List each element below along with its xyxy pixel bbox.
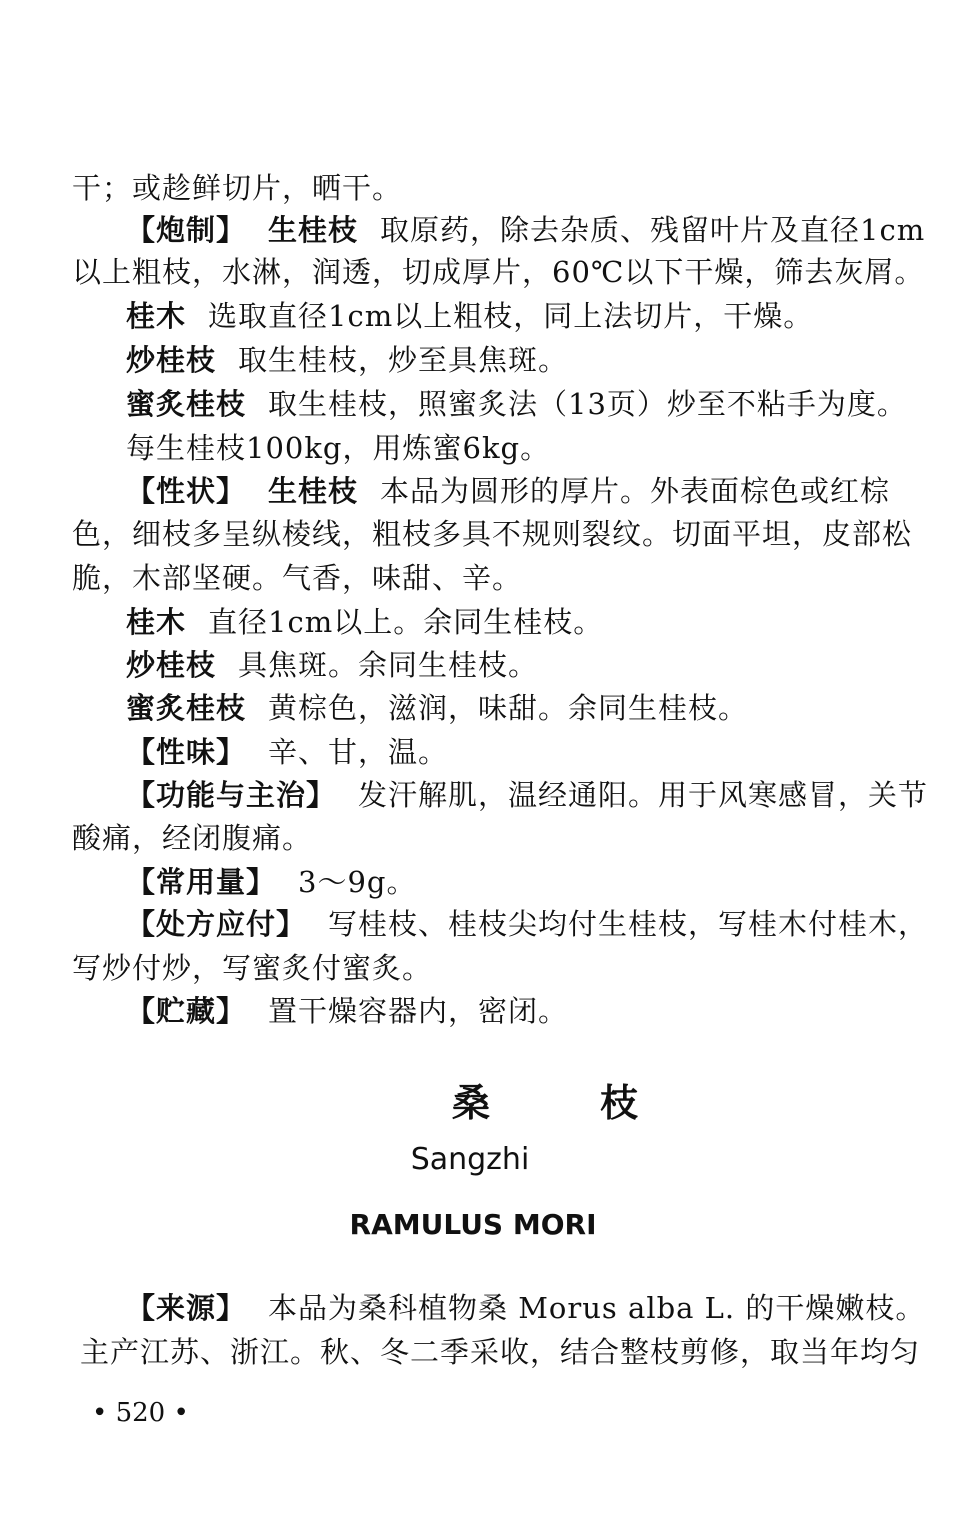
entry-pinyin: Sangzhi [410, 1142, 530, 1177]
term: 蜜炙桂枝 [126, 387, 247, 421]
text-line [126, 690, 748, 726]
line-text: 干；或趁鲜切片，晒干。 [72, 171, 403, 205]
text-line [126, 993, 568, 1029]
line-text: 以上粗枝，水淋，润透，切成厚片，60℃以下干燥，筛去灰屑。 [72, 255, 925, 289]
term: 桂木 [126, 299, 187, 333]
text-line [126, 430, 550, 466]
section-label: 【贮藏】 [126, 994, 247, 1028]
line-text: 辛、甘，温。 [268, 735, 449, 769]
text-line [126, 342, 568, 378]
section-label: 【处方应付】 [126, 907, 307, 941]
line-text: 选取直径1cm以上粗枝，同上法切片，干燥。 [208, 299, 814, 333]
section-label: 【性状】 [126, 474, 247, 508]
term: 桂木 [126, 605, 187, 639]
text-line [80, 1334, 920, 1370]
line-text: 发汗解肌，温经通阳。用于风寒感冒，关节 [358, 778, 929, 812]
entry-title: 桑枝 [451, 1081, 748, 1125]
text-line [72, 820, 312, 856]
term: 生桂枝 [268, 213, 359, 247]
section-label: 【炮制】 [126, 213, 247, 247]
section-label: 【来源】 [126, 1291, 247, 1325]
text-line [72, 170, 402, 206]
text-line [126, 734, 448, 770]
text-line [126, 864, 416, 900]
term: 生桂枝 [268, 474, 359, 508]
text-line [126, 906, 928, 942]
line-text: 每生桂枝100kg，用炼蜜6kg。 [126, 431, 551, 465]
line-text: 具焦斑。余同生桂枝。 [238, 648, 539, 682]
text-line [126, 212, 925, 248]
line-text: 主产江苏、浙江。秋、冬二季采收，结合整枝剪修，取当年均匀 [80, 1335, 921, 1369]
line-text: 酸痛，经闭腹痛。 [72, 821, 313, 855]
page-number: • 520 • [92, 1398, 189, 1428]
text-line [72, 560, 522, 596]
line-text: 写炒付炒，写蜜炙付蜜炙。 [72, 951, 433, 985]
section-label: 【性味】 [126, 735, 247, 769]
text-line [72, 950, 432, 986]
text-line [126, 298, 813, 334]
section-label: 【功能与主治】 [126, 778, 337, 812]
line-text: 脆，木部坚硬。气香，味甜、辛。 [72, 561, 523, 595]
line-text: 取原药，除去杂质、残留叶片及直径1cm [380, 213, 926, 247]
text-line [126, 1290, 925, 1326]
section-label: 【常用量】 [126, 865, 277, 899]
text-line [126, 473, 890, 509]
line-text: 取生桂枝，照蜜炙法（13页）炒至不粘手为度。 [268, 387, 907, 421]
entry-latin-name: RAMULUS MORI [349, 1208, 597, 1241]
text-line [126, 777, 928, 813]
line-text: 色，细枝多呈纵棱线，粗枝多具不规则裂纹。切面平坦，皮部松 [72, 517, 913, 551]
term: 蜜炙桂枝 [126, 691, 247, 725]
line-text: 置干燥容器内，密闭。 [268, 994, 569, 1028]
text-line [126, 647, 538, 683]
line-text: 本品为桑科植物桑 Morus alba L. 的干燥嫩枝。 [268, 1291, 926, 1325]
text-line [72, 254, 924, 290]
text-line [126, 604, 603, 640]
line-text: 直径1cm以上。余同生桂枝。 [208, 605, 604, 639]
line-text: 3～9g。 [298, 865, 417, 899]
term: 炒桂枝 [126, 343, 217, 377]
text-line [72, 516, 912, 552]
line-text: 写桂枝、桂枝尖均付生桂枝，写桂木付桂木， [328, 907, 929, 941]
term: 炒桂枝 [126, 648, 217, 682]
line-text: 黄棕色，滋润，味甜。余同生桂枝。 [268, 691, 749, 725]
text-line [126, 386, 907, 422]
line-text: 取生桂枝，炒至具焦斑。 [238, 343, 569, 377]
line-text: 本品为圆形的厚片。外表面棕色或红棕 [380, 474, 891, 508]
